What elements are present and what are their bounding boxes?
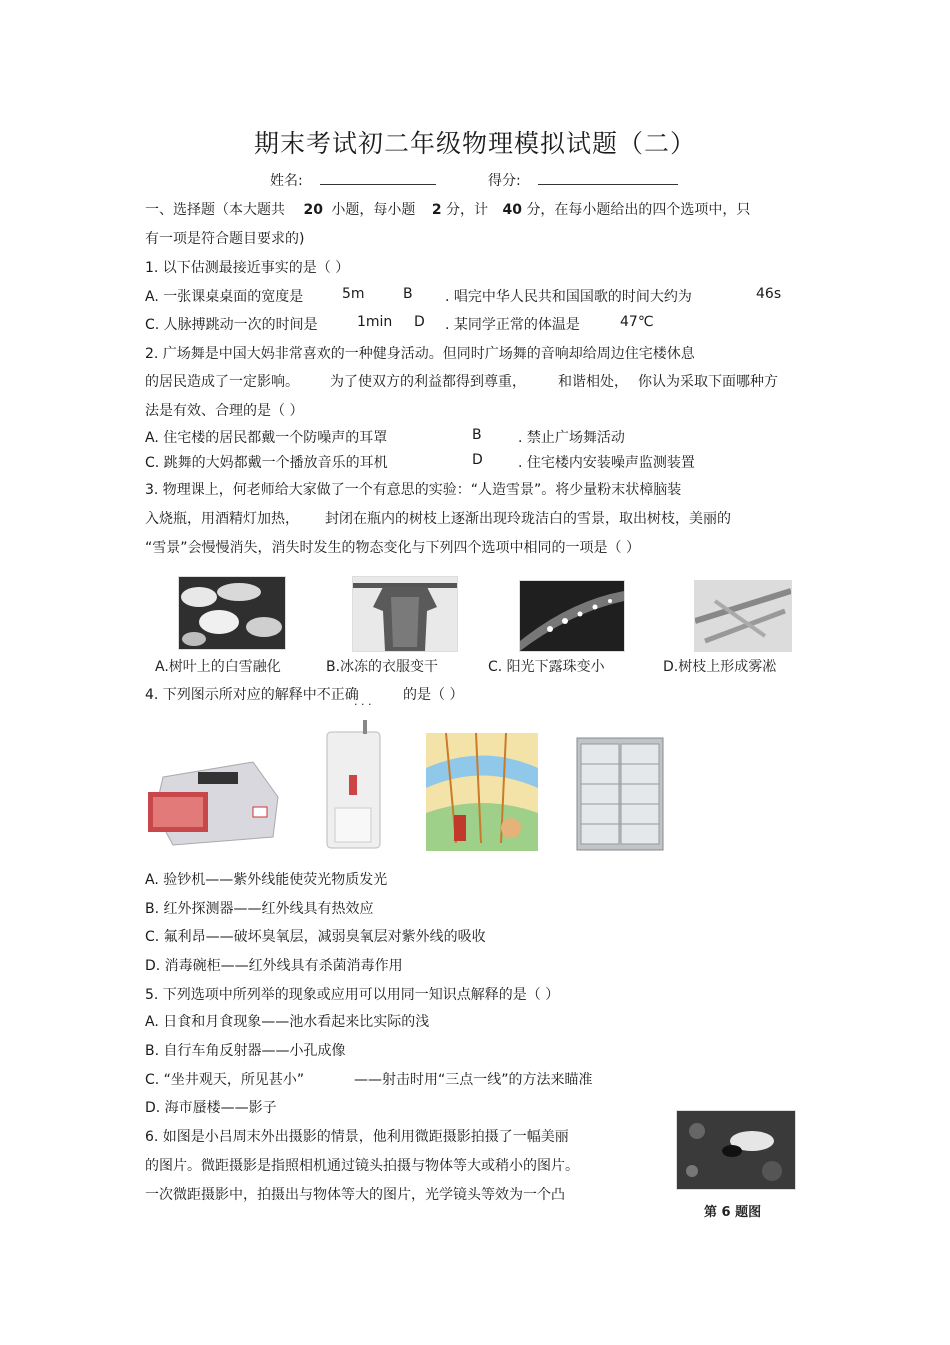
q2-stem-line1: 2. 广场舞是中国大妈非常喜欢的一种健身活动。但同时广场舞的音响却给周边住宅楼休息 — [145, 346, 695, 362]
q1-option-a[interactable]: A. 一张课桌桌面的宽度是 — [145, 289, 304, 305]
intro-text: 分，在每小题给出的四个选项中，只 — [526, 202, 751, 218]
q2-option-b-label[interactable]: B — [472, 427, 482, 443]
q3-caption-b[interactable]: B.冰冻的衣服变干 — [326, 659, 439, 675]
q1-option-b[interactable]: . 唱完中华人民共和国国歌的时间大约为 — [445, 289, 692, 305]
dew-drops-image — [519, 580, 625, 652]
q1-option-c-value: 1min — [357, 314, 393, 330]
q2-option-d-label[interactable]: D — [472, 452, 483, 468]
q2-option-c[interactable]: C. 跳舞的大妈都戴一个播放音乐的耳机 — [145, 455, 388, 471]
q2-option-d[interactable]: . 住宅楼内安装噪声监测装置 — [518, 455, 695, 471]
page-title: 期末考试初二年级物理模拟试题（二） — [253, 129, 696, 158]
question-count: 20 — [303, 202, 323, 218]
q3-stem-line2b: 封闭在瓶内的树枝上逐渐出现玲珑洁白的雪景，取出树枝，美丽的 — [325, 511, 731, 527]
q6-stem-line1: 6. 如图是小吕周末外出摄影的情景，他利用微距摄影拍摄了一幅美丽 — [145, 1129, 569, 1145]
disinfection-cabinet-image — [575, 734, 665, 851]
rime-branches-image — [694, 580, 792, 652]
q3-caption-a[interactable]: A.树叶上的白雪融化 — [155, 659, 281, 675]
money-counter-image — [143, 737, 284, 850]
q2-stem-line2c: 和谐相处， — [558, 374, 628, 390]
q4-option-c[interactable]: C. 氟利昂——破坏臭氧层，减弱臭氧层对紫外线的吸收 — [145, 929, 486, 945]
q4-stem-b: 的是（ ） — [403, 687, 464, 703]
section-intro-line2: 有一项是符合题目要求的) — [145, 231, 305, 247]
q3-caption-c[interactable]: C. 阳光下露珠变小 — [488, 659, 605, 675]
q5-option-c-part2[interactable]: ——射击时用“三点一线”的方法来瞄准 — [354, 1072, 593, 1088]
q4-option-b[interactable]: B. 红外探测器——红外线具有热效应 — [145, 901, 374, 917]
score-blank[interactable] — [538, 184, 678, 185]
frozen-clothes-image — [352, 576, 458, 652]
q3-caption-d[interactable]: D.树枝上形成雾凇 — [663, 659, 777, 675]
q4-option-d[interactable]: D. 消毒碗柜——红外线具有杀菌消毒作用 — [145, 958, 403, 974]
q5-stem: 5. 下列选项中所列举的现象或应用可以用同一知识点解释的是（ ） — [145, 987, 560, 1003]
emphasis-dots: · · · — [354, 698, 372, 711]
q5-option-a[interactable]: A. 日食和月食现象——池水看起来比实际的浅 — [145, 1014, 430, 1030]
q2-stem-line2d: 你认为采取下面哪种方 — [638, 374, 778, 390]
q5-option-b[interactable]: B. 自行车角反射器——小孔成像 — [145, 1043, 346, 1059]
ozone-freon-image — [426, 733, 538, 851]
name-label: 姓名: — [270, 173, 303, 189]
q1-stem: 1. 以下估测最接近事实的是（ ） — [145, 260, 350, 276]
q1-option-b-label[interactable]: B — [403, 286, 413, 302]
q6-stem-line3: 一次微距摄影中，拍摄出与物体等大的图片，光学镜头等效为一个凸 — [145, 1187, 565, 1203]
q1-option-d-label[interactable]: D — [414, 314, 425, 330]
infrared-detector-image — [319, 720, 388, 851]
score-label: 得分: — [488, 173, 521, 189]
snow-leaves-image — [178, 576, 286, 650]
q3-stem-line1: 3. 物理课上，何老师给大家做了一个有意思的实验：“人造雪景”。将少量粉末状樟脑装 — [145, 482, 682, 498]
section-intro-line1 — [145, 199, 750, 219]
q1-option-a-value: 5m — [342, 286, 365, 302]
intro-text: 一、选择题（本大题共 — [145, 202, 285, 218]
intro-text: 小题，每小题 — [331, 202, 416, 218]
total-points: 40 — [502, 202, 522, 218]
q3-stem-line2a: 入烧瓶，用酒精灯加热， — [145, 511, 299, 527]
name-blank[interactable] — [320, 184, 436, 185]
q1-option-b-value: 46s — [756, 286, 782, 302]
points-per-question: 2 — [431, 202, 442, 218]
q2-option-b[interactable]: . 禁止广场舞活动 — [518, 430, 625, 446]
q1-option-d[interactable]: . 某同学正常的体温是 — [445, 317, 580, 333]
intro-text: 分，计 — [446, 202, 489, 218]
q6-stem-line2: 的图片。微距摄影是指照相机通过镜头拍摄与物体等大或稍小的图片。 — [145, 1158, 579, 1174]
q4-stem-a: 4. 下列图示所对应的解释中不正确 — [145, 687, 359, 703]
macro-photo-image — [676, 1110, 796, 1190]
q6-figure-caption: 第 6 题图 — [704, 1205, 762, 1220]
q3-stem-line3: “雪景”会慢慢消失，消失时发生的物态变化与下列四个选项中相同的一项是（ ） — [145, 540, 640, 556]
q2-stem-line2a: 的居民造成了一定影响。 — [145, 374, 299, 390]
q5-option-d[interactable]: D. 海市蜃楼——影子 — [145, 1100, 277, 1116]
q2-stem-line3: 法是有效、合理的是（ ） — [145, 403, 304, 419]
q1-option-c[interactable]: C. 人脉搏跳动一次的时间是 — [145, 317, 318, 333]
q1-option-d-value: 47℃ — [620, 314, 654, 330]
q2-stem-line2b: 为了使双方的利益都得到尊重， — [330, 374, 526, 390]
q5-option-c-part1[interactable]: C. “坐井观天，所见甚小” — [145, 1072, 305, 1088]
q4-option-a[interactable]: A. 验钞机——紫外线能使荧光物质发光 — [145, 872, 388, 888]
q2-option-a[interactable]: A. 住宅楼的居民都戴一个防噪声的耳罩 — [145, 430, 388, 446]
